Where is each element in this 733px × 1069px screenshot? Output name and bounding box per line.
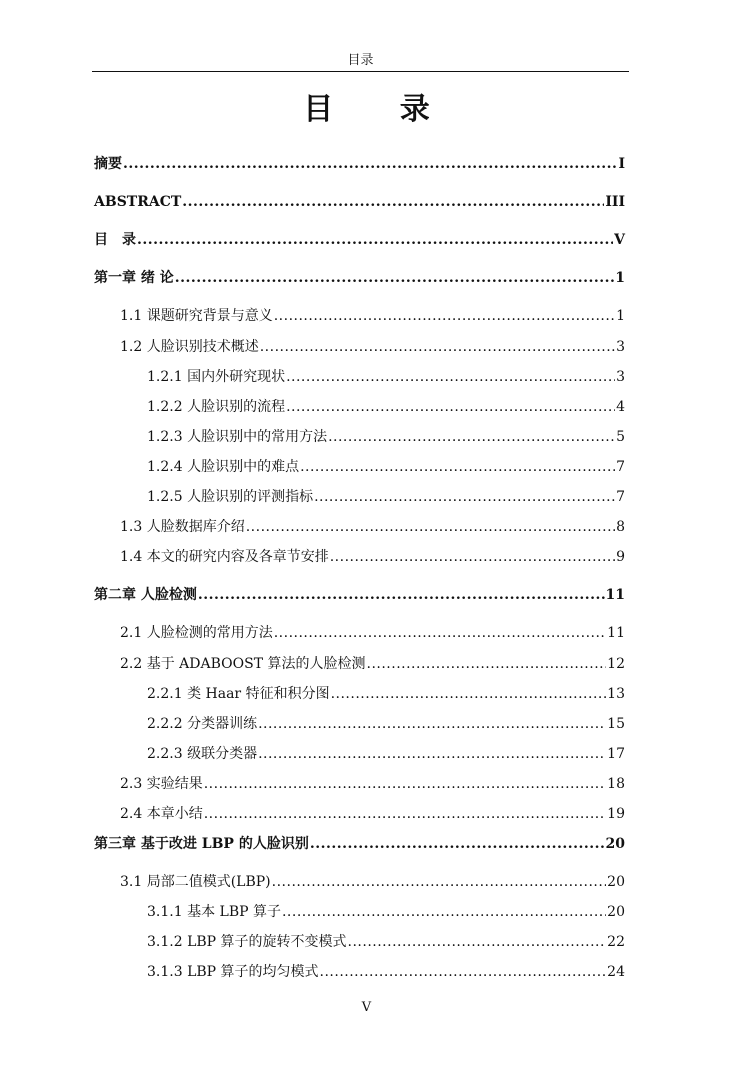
toc-leader-dots <box>198 586 605 604</box>
toc-entry-page: 4 <box>616 399 625 415</box>
toc-entry-page: 5 <box>616 429 625 445</box>
toc-leader-dots <box>286 368 615 386</box>
toc-entry-page: 11 <box>605 587 625 603</box>
toc-entry-label: 2.1 人脸检测的常用方法 <box>120 625 273 641</box>
toc-leader-dots <box>246 518 615 536</box>
toc-entry-label: 1.2.2 人脸识别的流程 <box>147 399 286 415</box>
toc-entry-label: 1.2.4 人脸识别中的难点 <box>147 459 300 475</box>
toc-entry[interactable] <box>120 338 625 356</box>
toc-entry-page: 19 <box>607 806 625 822</box>
toc-entry-label: ABSTRACT <box>94 194 182 210</box>
toc-entry-page: III <box>605 194 625 210</box>
toc-entry[interactable] <box>120 775 625 793</box>
toc-leader-dots <box>274 624 606 642</box>
toc-entry-page: 20 <box>607 874 625 890</box>
toc-entry-page: 7 <box>616 489 625 505</box>
toc-leader-dots <box>282 903 606 921</box>
toc-entry[interactable] <box>120 518 625 536</box>
toc-entry[interactable] <box>147 488 625 506</box>
toc-leader-dots <box>175 269 615 287</box>
toc-entry-page: 20 <box>605 836 625 852</box>
toc-entry-label: 1.1 课题研究背景与意义 <box>120 308 273 324</box>
toc-leader-dots <box>272 873 607 891</box>
page-number: V <box>361 1000 372 1015</box>
toc-leader-dots <box>182 193 604 211</box>
toc-entry-page: 24 <box>607 964 625 980</box>
toc-entry[interactable] <box>94 155 625 173</box>
toc-leader-dots <box>300 458 615 476</box>
toc-entry-page: 8 <box>616 519 625 535</box>
toc-entry[interactable] <box>94 586 625 604</box>
toc-entry-page: V <box>614 232 625 248</box>
toc-leader-dots <box>260 338 615 356</box>
toc-entry-label: 2.2.1 类 Haar 特征和积分图 <box>147 686 330 702</box>
toc-entry[interactable] <box>147 745 625 763</box>
toc-entry-label: 2.2 基于 ADABOOST 算法的人脸检测 <box>120 656 366 672</box>
toc-entry-page: 7 <box>616 459 625 475</box>
toc-entry-label: 第三章 基于改进 LBP 的人脸识别 <box>94 836 309 852</box>
toc-entry-label: 1.2.3 人脸识别中的常用方法 <box>147 429 328 445</box>
toc-entry[interactable] <box>147 903 625 921</box>
toc-leader-dots <box>310 835 605 853</box>
toc-leader-dots <box>123 155 617 173</box>
toc-entry[interactable] <box>120 548 625 566</box>
toc-entry[interactable] <box>147 685 625 703</box>
page-title: 目 录 <box>303 92 458 127</box>
toc-entry[interactable] <box>94 193 625 211</box>
toc-entry-label: 摘要 <box>94 156 122 172</box>
toc-entry[interactable] <box>120 873 625 891</box>
toc-leader-dots <box>331 685 607 703</box>
toc-entry[interactable] <box>94 835 625 853</box>
toc-entry-label: 2.4 本章小结 <box>120 806 203 822</box>
toc-leader-dots <box>328 428 615 446</box>
toc-entry-page: 9 <box>616 549 625 565</box>
toc-entry[interactable] <box>147 368 625 386</box>
toc-leader-dots <box>137 231 613 249</box>
toc-entry-label: 1.2.1 国内外研究现状 <box>147 369 286 385</box>
toc-entry[interactable] <box>147 458 625 476</box>
toc-entry-page: 3 <box>616 339 625 355</box>
toc-entry-label: 1.2 人脸识别技术概述 <box>120 339 259 355</box>
toc-entry-label: 3.1.2 LBP 算子的旋转不变模式 <box>147 934 347 950</box>
toc-entry-page: 1 <box>615 270 625 286</box>
toc-entry-label: 3.1.3 LBP 算子的均匀模式 <box>147 964 319 980</box>
toc-entry-page: 17 <box>607 746 625 762</box>
toc-entry-label: 2.2.3 级联分类器 <box>147 746 258 762</box>
toc-entry-label: 3.1.1 基本 LBP 算子 <box>147 904 281 920</box>
toc-entry[interactable] <box>120 655 625 673</box>
toc-entry[interactable] <box>120 307 625 325</box>
toc-entry-label: 目 录 <box>94 232 136 248</box>
toc-leader-dots <box>258 715 606 733</box>
toc-entry[interactable] <box>94 269 625 287</box>
toc-leader-dots <box>286 398 615 416</box>
toc-entry-label: 2.2.2 分类器训练 <box>147 716 258 732</box>
toc-entry[interactable] <box>147 715 625 733</box>
toc-leader-dots <box>314 488 615 506</box>
toc-leader-dots <box>204 805 606 823</box>
toc-entry[interactable] <box>94 231 625 249</box>
toc-entry[interactable] <box>147 428 625 446</box>
toc-leader-dots <box>348 933 607 951</box>
toc-entry[interactable] <box>147 398 625 416</box>
toc-entry-page: 22 <box>607 934 625 950</box>
toc-entry-label: 第一章 绪 论 <box>94 270 174 286</box>
toc-entry-page: 15 <box>607 716 625 732</box>
toc-entry-page: 20 <box>607 904 625 920</box>
toc-entry-label: 1.4 本文的研究内容及各章节安排 <box>120 549 329 565</box>
toc-leader-dots <box>330 548 615 566</box>
toc-entry[interactable] <box>120 624 625 642</box>
toc-entry-page: 1 <box>616 308 625 324</box>
toc-entry-page: I <box>618 156 625 172</box>
toc-leader-dots <box>204 775 606 793</box>
toc-entry-page: 12 <box>607 656 625 672</box>
toc-entry-label: 1.3 人脸数据库介绍 <box>120 519 245 535</box>
running-header: 目录 <box>347 53 374 68</box>
toc-leader-dots <box>258 745 606 763</box>
toc-entry-label: 1.2.5 人脸识别的评测指标 <box>147 489 314 505</box>
toc-entry-page: 18 <box>607 776 625 792</box>
toc-entry-label: 3.1 局部二值模式(LBP) <box>120 874 271 890</box>
toc-entry[interactable] <box>120 805 625 823</box>
toc-leader-dots <box>320 963 607 981</box>
toc-entry-label: 第二章 人脸检测 <box>94 587 197 603</box>
toc-entry[interactable] <box>147 963 625 981</box>
toc-leader-dots <box>274 307 615 325</box>
toc-entry[interactable] <box>147 933 625 951</box>
header-rule <box>92 71 629 72</box>
toc-leader-dots <box>367 655 607 673</box>
toc-entry-page: 11 <box>607 625 625 641</box>
toc-entry-page: 3 <box>616 369 625 385</box>
toc-entry-page: 13 <box>607 686 625 702</box>
toc-entry-label: 2.3 实验结果 <box>120 776 203 792</box>
